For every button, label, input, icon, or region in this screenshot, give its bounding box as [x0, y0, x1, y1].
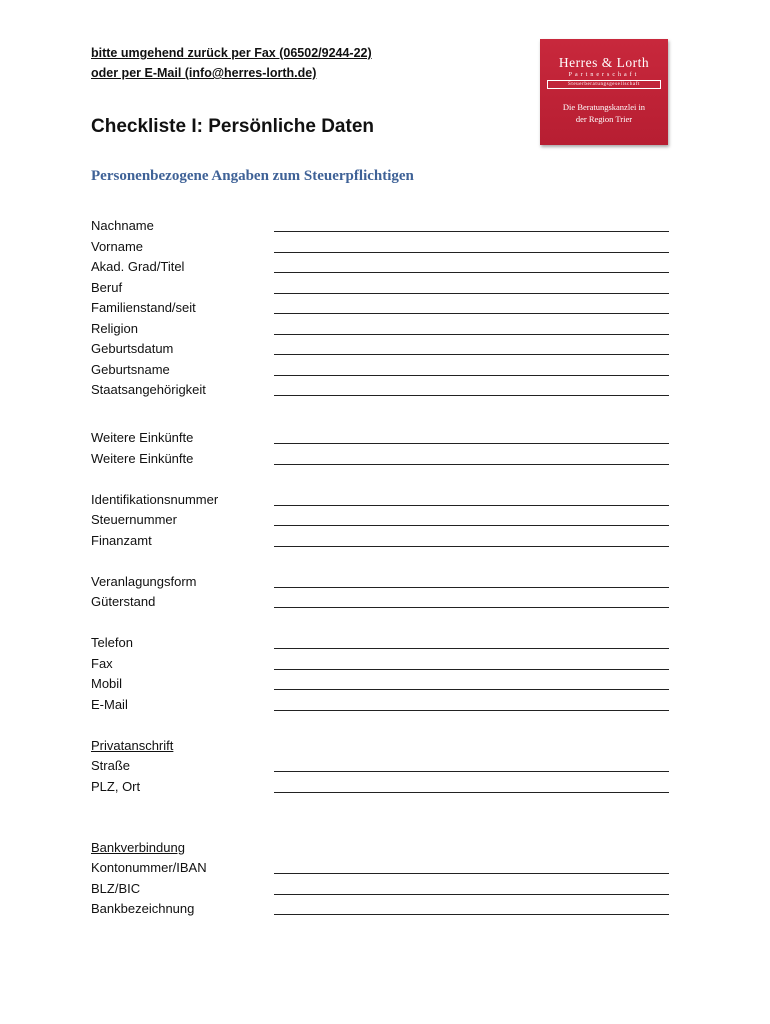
- company-logo: [540, 39, 668, 145]
- field-line[interactable]: [274, 710, 669, 711]
- field-label: Identifikationsnummer: [91, 492, 219, 507]
- field-label: Fax: [91, 656, 113, 671]
- field-line[interactable]: [274, 464, 669, 465]
- field-row-vorname: [91, 237, 669, 257]
- field-row-einkuenfte-1: [91, 428, 669, 448]
- field-row-mobil: [91, 674, 669, 694]
- logo-tagline-1: Die Beratungskanzlei in: [562, 102, 646, 112]
- field-row-steuernummer: [91, 510, 669, 530]
- field-row-gueterstand: [91, 592, 669, 612]
- field-row-veranlagungsform: [91, 572, 669, 592]
- field-label: Beruf: [91, 280, 123, 295]
- field-row-identifikationsnummer: [91, 490, 669, 510]
- field-line[interactable]: [274, 395, 669, 396]
- field-label: Familienstand/seit: [91, 300, 196, 315]
- field-line[interactable]: [274, 771, 669, 772]
- logo-subtitle-box: Steuerberatungsgesellschaft: [547, 80, 661, 89]
- field-line[interactable]: [274, 914, 669, 915]
- field-row-staatsangehoerigkeit: [91, 380, 669, 400]
- field-line[interactable]: [274, 354, 669, 355]
- section-head-bankverbindung: Bankverbindung: [91, 840, 185, 855]
- field-line[interactable]: [274, 272, 669, 273]
- field-label: Nachname: [91, 218, 154, 233]
- field-line[interactable]: [274, 669, 669, 670]
- field-label: Geburtsname: [91, 362, 170, 377]
- field-label: Kontonummer/IBAN: [91, 860, 207, 875]
- field-row-plz-ort: [91, 777, 669, 797]
- field-row-telefon: [91, 633, 669, 653]
- field-line[interactable]: [274, 607, 669, 608]
- field-line[interactable]: [274, 505, 669, 506]
- field-line[interactable]: [274, 689, 669, 690]
- field-row-nachname: [91, 216, 669, 236]
- field-row-bankbezeichnung: [91, 899, 669, 919]
- field-line[interactable]: [274, 334, 669, 335]
- field-line[interactable]: [274, 252, 669, 253]
- contact-info: [91, 43, 372, 83]
- logo-name: Herres & Lorth: [558, 55, 650, 70]
- field-label: PLZ, Ort: [91, 779, 141, 794]
- field-row-familienstand: [91, 298, 669, 318]
- field-label: Güterstand: [91, 594, 156, 609]
- page-title: Checkliste I: Persönliche Daten: [91, 116, 374, 137]
- logo-tagline-2: der Region Trier: [575, 114, 633, 124]
- field-line[interactable]: [274, 313, 669, 314]
- field-row-bic: [91, 879, 669, 899]
- field-line[interactable]: [274, 231, 669, 232]
- field-line[interactable]: [274, 587, 669, 588]
- field-row-religion: [91, 319, 669, 339]
- field-label: Vorname: [91, 239, 144, 254]
- field-label: Religion: [91, 321, 138, 336]
- field-line[interactable]: [274, 873, 669, 874]
- field-line[interactable]: [274, 293, 669, 294]
- field-row-finanzamt: [91, 531, 669, 551]
- section-head-privatanschrift: Privatanschrift: [91, 738, 174, 753]
- field-row-beruf: [91, 278, 669, 298]
- field-label: Weitere Einkünfte: [91, 451, 194, 466]
- field-label: Finanzamt: [91, 533, 152, 548]
- field-label: Geburtsdatum: [91, 341, 174, 356]
- field-row-email: [91, 695, 669, 715]
- field-line[interactable]: [274, 894, 669, 895]
- field-row-fax: [91, 654, 669, 674]
- field-label: Telefon: [91, 635, 133, 650]
- field-row-titel: [91, 257, 669, 277]
- field-label: Veranlagungsform: [91, 574, 197, 589]
- email-line: oder per E-Mail (info@herres-lorth.de): [91, 66, 317, 80]
- field-label: Bankbezeichnung: [91, 901, 195, 916]
- field-label: E-Mail: [91, 697, 128, 712]
- field-label: Akad. Grad/Titel: [91, 259, 185, 274]
- field-label: Steuernummer: [91, 512, 177, 527]
- field-row-strasse: [91, 756, 669, 776]
- field-line[interactable]: [274, 546, 669, 547]
- field-line[interactable]: [274, 375, 669, 376]
- field-row-geburtsname: [91, 360, 669, 380]
- section-subtitle: Personenbezogene Angaben zum Steuerpflichtigen: [91, 168, 414, 184]
- field-line[interactable]: [274, 443, 669, 444]
- field-row-einkuenfte-2: [91, 449, 669, 469]
- field-label: Straße: [91, 758, 131, 773]
- field-row-iban: [91, 858, 669, 878]
- logo-subtitle: Partnerschaft: [568, 72, 640, 78]
- field-line[interactable]: [274, 648, 669, 649]
- field-label: Mobil: [91, 676, 123, 691]
- field-label: Weitere Einkünfte: [91, 430, 194, 445]
- fax-line: bitte umgehend zurück per Fax (06502/9244-22): [91, 46, 372, 60]
- field-row-geburtsdatum: [91, 339, 669, 359]
- field-label: BLZ/BIC: [91, 881, 141, 896]
- field-line[interactable]: [274, 525, 669, 526]
- field-line[interactable]: [274, 792, 669, 793]
- field-label: Staatsangehörigkeit: [91, 382, 206, 397]
